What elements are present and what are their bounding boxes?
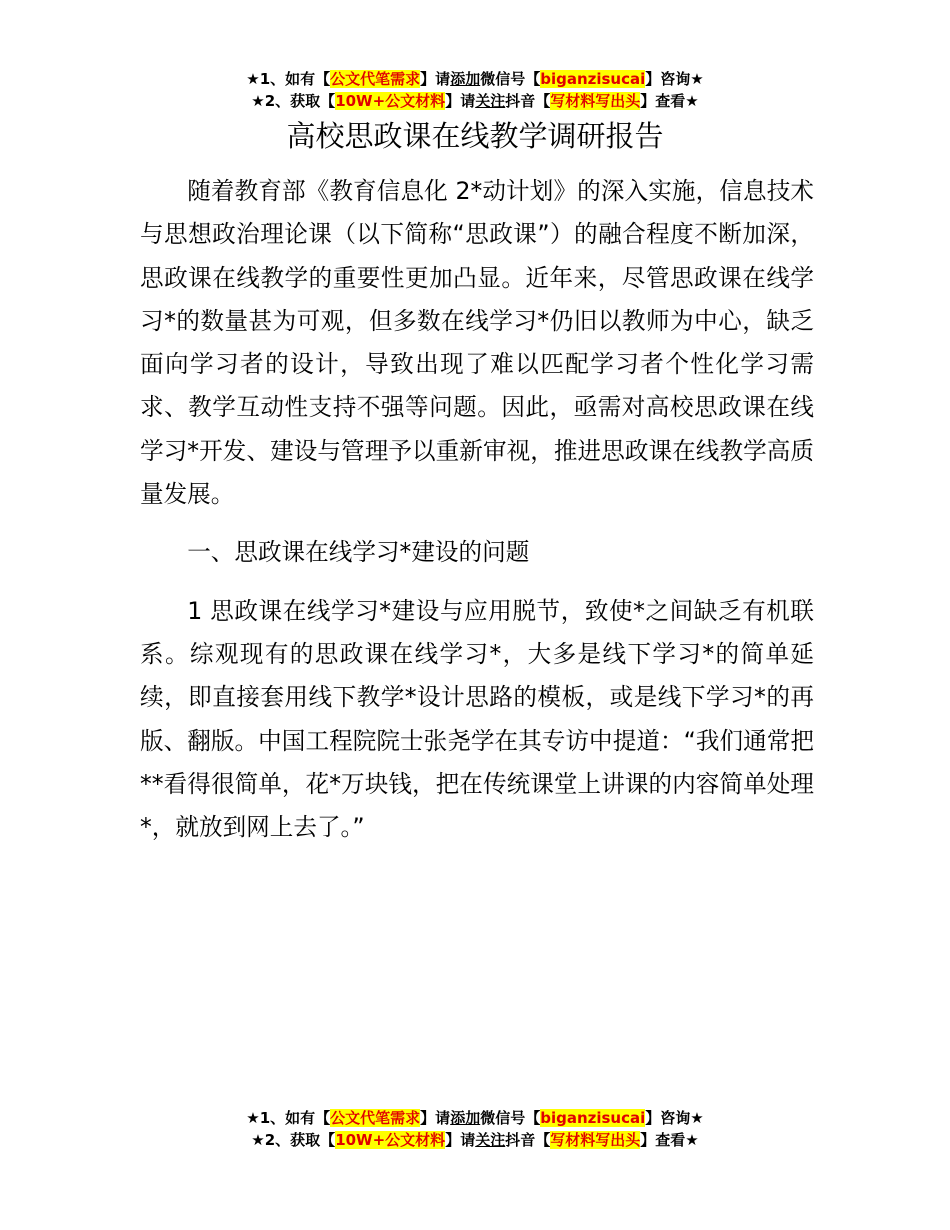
- document-title: 高校思政课在线教学调研报告: [286, 119, 664, 153]
- notice-line-1: [0, 68, 950, 90]
- highlight-wechat-id: biganzisucai: [540, 70, 646, 88]
- highlight-materials: 10W+公文材料: [335, 1131, 446, 1149]
- notice-text: 】请: [445, 1131, 476, 1149]
- notice-text: 】请: [420, 70, 451, 88]
- body-paragraph: 1 思政课在线学习*建设与应用脱节，致使*之间缺乏有机联系。综观现有的思政课在线学习*，大多是线下学习*的简单延续，即直接套用线下教学*设计思路的模板，或是线下学习*的再版、翻版。中国工程院院士张尧学在其专访中提道：“我们通常把**看得很简单，花*万块钱，把在传统课堂上讲课的内容简单处理*，就放到网上去了。”: [140, 596, 814, 842]
- notice-underlined: 关注: [475, 1131, 506, 1149]
- notice-underlined: 关注: [475, 92, 506, 110]
- notice-text: ★1、如有【: [246, 1109, 331, 1127]
- notice-text: 】咨询★: [645, 1109, 704, 1127]
- notice-underlined: 添加: [450, 1109, 481, 1127]
- notice-line-2: [0, 90, 950, 112]
- notice-line-1: [0, 1107, 950, 1129]
- notice-text: 抖音【: [505, 1131, 551, 1149]
- notice-text: 微信号【: [480, 70, 541, 88]
- notice-text: ★1、如有【: [246, 70, 331, 88]
- notice-text: ★2、获取【: [251, 1131, 336, 1149]
- highlight-wechat-id: biganzisucai: [540, 1109, 646, 1127]
- highlight-douyin: 写材料写出头: [550, 1131, 641, 1149]
- notice-line-2: [0, 1129, 950, 1151]
- notice-text: 】查看★: [640, 1131, 699, 1149]
- notice-text: 抖音【: [505, 92, 551, 110]
- highlight-douyin: 写材料写出头: [550, 92, 641, 110]
- footer-notice: [0, 1107, 950, 1151]
- notice-text: 】请: [420, 1109, 451, 1127]
- notice-text: 微信号【: [480, 1109, 541, 1127]
- notice-text: 】查看★: [640, 92, 699, 110]
- highlight-service: 公文代笔需求: [330, 70, 421, 88]
- document-body: [140, 170, 814, 849]
- intro-paragraph: 随着教育部《教育信息化 2*动计划》的深入实施，信息技术与思想政治理论课（以下简称“思政课”）的融合程度不断加深，思政课在线教学的重要性更加凸显。近年来，尽管思政课在线学习*的数量甚为可观，但多数在线学习*仍旧以教师为中心，缺乏面向学习者的设计，导致出现了难以匹配学习者个性化学习需求、教学互动性支持不强等问题。因此，亟需对高校思政课在线学习*开发、建设与管理予以重新审视，推进思政课在线教学高质量发展。: [140, 177, 814, 509]
- header-notice: [0, 68, 950, 112]
- highlight-materials: 10W+公文材料: [335, 92, 446, 110]
- highlight-service: 公文代笔需求: [330, 1109, 421, 1127]
- notice-text: 】请: [445, 92, 476, 110]
- notice-text: 】咨询★: [645, 70, 704, 88]
- section-heading: 一、思政课在线学习*建设的问题: [187, 538, 530, 567]
- notice-underlined: 添加: [450, 70, 481, 88]
- notice-text: ★2、获取【: [251, 92, 336, 110]
